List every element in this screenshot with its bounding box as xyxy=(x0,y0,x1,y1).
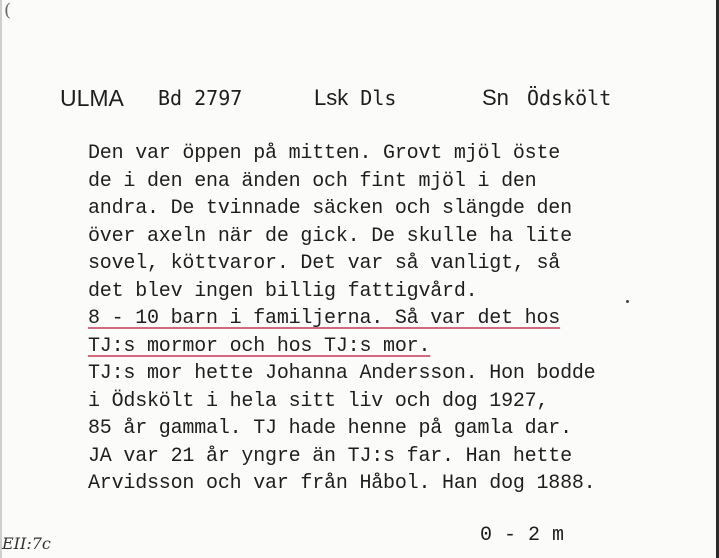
parish-value: Ödsköl​t xyxy=(526,86,612,110)
text-line: Arvidsson och var från Håbol. Han dog 1888. xyxy=(88,472,596,495)
volume-number: Bd 2797 xyxy=(158,86,243,110)
text-line: 85 år gammal. TJ hade henne på gamla dar. xyxy=(88,417,572,440)
district-value: Dls xyxy=(360,86,397,110)
text-line: det blev ingen billig fattigvård. xyxy=(88,279,478,303)
text-line: TJ:s mor hette Johanna Andersson. Hon bodde xyxy=(88,362,596,385)
text-line: andra. De tvinnade säcken och slängde den xyxy=(88,197,572,220)
ink-dot xyxy=(626,300,629,303)
archive-name: ULMA xyxy=(60,85,124,111)
text-line: de i den ena änden och fint mjöl i den xyxy=(88,169,537,193)
body-text xyxy=(88,140,698,498)
parish-label: Sn xyxy=(482,85,509,110)
text-line: Den var öppen på mitten. Grovt mjöl öste xyxy=(88,142,561,165)
district-label: Lsk xyxy=(314,85,349,110)
parish-field xyxy=(482,84,611,112)
text-line: över axeln när de gick. De skulle ha lite xyxy=(88,224,572,248)
district-field xyxy=(314,84,396,112)
card-header xyxy=(0,84,719,114)
underlined-text-line: 8 - 10 barn i familjerna. Så var det hos xyxy=(88,307,561,330)
text-line: i Ödsköl​t i hela sitt liv och dog 1927, xyxy=(88,389,549,413)
handwritten-note: EII:7c xyxy=(2,534,51,553)
text-line: JA var 21 år yngre än TJ:s far. Han hette xyxy=(88,444,572,468)
underlined-text-line: TJ:s mormor och hos TJ:s mor. xyxy=(88,334,431,358)
reference-code: 0 - 2 m xyxy=(480,524,565,547)
corner-mark: ( xyxy=(4,0,12,21)
text-line: sovel, köttvaror. Det var så vanligt, så xyxy=(88,252,561,275)
